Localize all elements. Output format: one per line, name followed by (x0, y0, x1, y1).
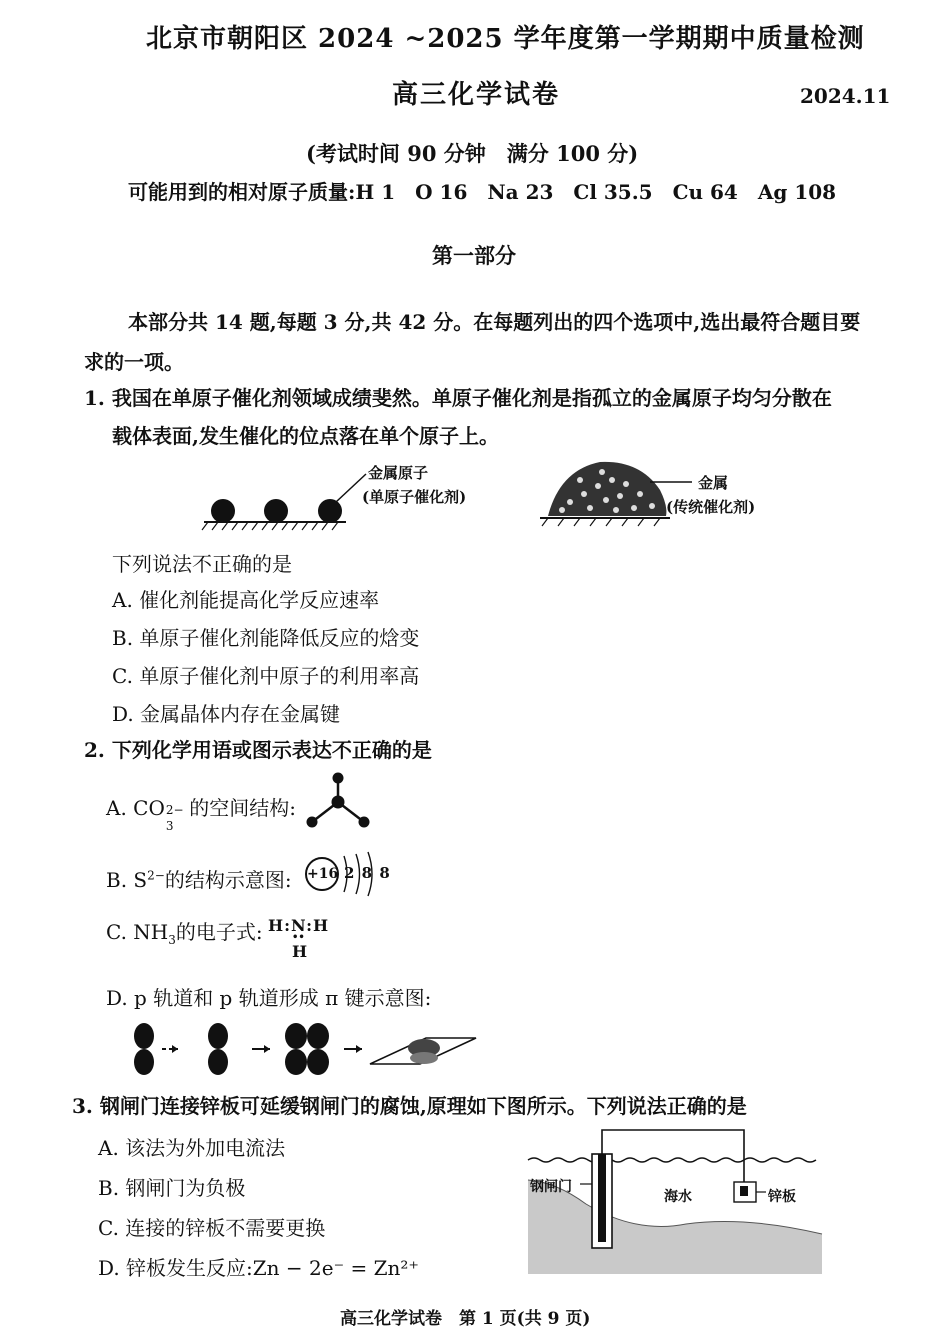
q1-option-b: B. 单原子催化剂能降低反应的焓变 (112, 626, 420, 650)
q2-option-c-sub: 3 (168, 933, 176, 947)
q3-gate-label: 钢闸门 (530, 1179, 572, 1195)
q2-stem: 2. 下列化学用语或图示表达不正确的是 (84, 738, 432, 762)
q3-option-d: D. 锌板发生反应:Zn − 2e⁻ = Zn²⁺ (98, 1256, 419, 1280)
q1-fig-left-label2: (单原子催化剂) (362, 488, 467, 506)
carbonate-structure-icon (302, 770, 374, 832)
q3-option-b: B. 钢闸门为负极 (98, 1176, 246, 1200)
instructions-line1: 本部分共 14 题,每题 3 分,共 42 分。在每题列出的四个选项中,选出最符合题目要 (128, 310, 861, 334)
sulfide-shells: 2 8 8 (344, 864, 391, 882)
exam-date: 2024.11 (800, 84, 891, 108)
q3-option-c: C. 连接的锌板不需要更换 (98, 1216, 326, 1240)
atomic-masses: 可能用到的相对原子质量:H 1 O 16 Na 23 Cl 35.5 Cu 64 Ag 108 (128, 180, 837, 204)
sulfide-nucleus: +16 (307, 866, 339, 882)
q2-option-d: D. p 轨道和 p 轨道形成 π 键示意图: (106, 986, 432, 1010)
q2-option-b-sup: 2− (147, 868, 165, 883)
q2-option-a-prefix: A. CO (106, 796, 165, 820)
q1-stem-line2: 载体表面,发生催化的位点落在单个原子上。 (112, 424, 499, 448)
q2-option-a-suffix: 的空间结构: (189, 796, 296, 820)
q2-option-b-suffix: 的结构示意图: (164, 868, 292, 892)
q1-option-a: A. 催化剂能提高化学反应速率 (112, 588, 380, 612)
ammonia-formula-top: H:N:H (268, 916, 330, 935)
q3-water-label: 海水 (664, 1189, 692, 1205)
q1-fig-right-label2: (传统催化剂) (666, 498, 756, 516)
section-heading: 第一部分 (432, 243, 516, 268)
traditional-catalyst-figure (540, 450, 700, 530)
exam-time: (考试时间 90 分钟 满分 100 分) (306, 141, 639, 166)
q2-option-a-sup: 2− (165, 803, 184, 817)
q3-zinc-label: 锌板 (768, 1189, 796, 1205)
q2-option-c-suffix: 的电子式: (175, 920, 263, 944)
ammonia-lone-pair: •• (292, 932, 305, 943)
q2-option-b (106, 864, 292, 893)
ammonia-formula-bottom: H (292, 942, 308, 961)
page-title: 高三化学试卷 (392, 80, 561, 110)
pi-bond-orbitals-diagram (126, 1020, 486, 1078)
exam-title: 北京市朝阳区 2024 ~2025 学年度第一学期期中质量检测 (146, 24, 865, 54)
q2-option-b-prefix: B. S (106, 868, 148, 892)
q1-question: 下列说法不正确的是 (112, 552, 292, 576)
q3-option-a: A. 该法为外加电流法 (98, 1136, 286, 1160)
single-atom-catalyst-figure (196, 460, 516, 535)
q2-option-a-sub: 3 (165, 819, 174, 833)
q1-stem-line1: 1. 我国在单原子催化剂领域成绩斐然。单原子催化剂是指孤立的金属原子均匀分散在 (84, 386, 832, 410)
q3-stem: 3. 钢闸门连接锌板可延缓钢闸门的腐蚀,原理如下图所示。下列说法正确的是 (72, 1094, 747, 1118)
instructions-line2: 求的一项。 (84, 350, 184, 374)
q1-option-c: C. 单原子催化剂中原子的利用率高 (112, 664, 420, 688)
q1-fig-right-label1: 金属 (698, 474, 729, 492)
q2-option-a (106, 792, 296, 833)
page-footer: 高三化学试卷 第 1 页(共 9 页) (340, 1309, 591, 1329)
q1-fig-left-label1: 金属原子 (368, 464, 429, 482)
q2-option-c-prefix: C. NH (106, 920, 169, 944)
q2-option-c (106, 916, 263, 947)
q1-option-d: D. 金属晶体内存在金属键 (112, 702, 341, 726)
